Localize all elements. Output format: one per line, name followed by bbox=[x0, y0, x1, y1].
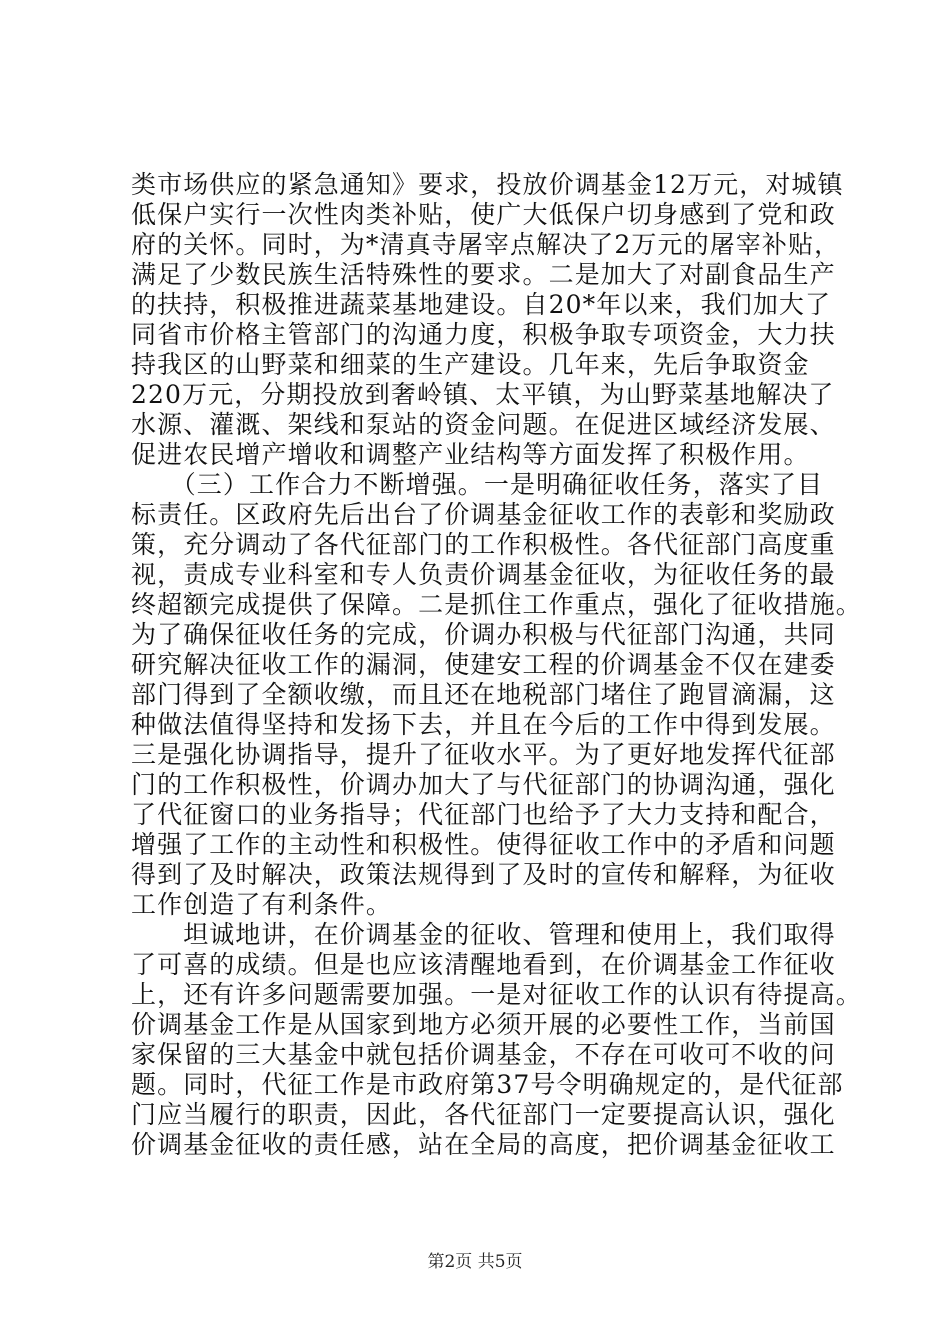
text-line: 工作创造了有利条件。 bbox=[131, 890, 393, 919]
body-text bbox=[131, 170, 862, 1160]
text-line: 种做法值得坚持和发扬下去，并且在今后的工作中得到发展。 bbox=[131, 710, 836, 739]
text-line: 增强了工作的主动性和积极性。使得征收工作中的矛盾和问题 bbox=[131, 830, 836, 859]
text-line: 坦诚地讲，在价调基金的征收、管理和使用上，我们取得 bbox=[131, 920, 836, 949]
text-line: 终超额完成提供了保障。二是抓住工作重点，强化了征收措施。 bbox=[131, 590, 862, 619]
text-line: 的扶持，积极推进蔬菜基地建设。自20*年以来，我们加大了 bbox=[131, 290, 832, 319]
text-line: 水源、灌溉、架线和泵站的资金问题。在促进区域经济发展、 bbox=[131, 410, 836, 439]
text-line: 题。同时，代征工作是市政府第37号令明确规定的，是代征部 bbox=[131, 1070, 844, 1099]
text-line: 三是强化协调指导，提升了征收水平。为了更好地发挥代征部 bbox=[131, 740, 836, 769]
text-line: 上，还有许多问题需要加强。一是对征收工作的认识有待提高。 bbox=[131, 980, 862, 1009]
text-line: 视，责成专业科室和专人负责价调基金征收，为征收任务的最 bbox=[131, 560, 836, 589]
text-line: 门的工作积极性，价调办加大了与代征部门的协调沟通，强化 bbox=[131, 770, 836, 799]
text-line: 部门得到了全额收缴，而且还在地税部门堵住了跑冒滴漏，这 bbox=[131, 680, 836, 709]
text-line: 类市场供应的紧急通知》要求，投放价调基金12万元，对城镇 bbox=[131, 170, 844, 199]
text-line: （三）工作合力不断增强。一是明确征收任务，落实了目 bbox=[131, 470, 824, 499]
text-line: 220万元，分期投放到奢岭镇、太平镇，为山野菜基地解决了 bbox=[131, 380, 835, 409]
text-line: 满足了少数民族生活特殊性的要求。二是加大了对副食品生产 bbox=[131, 260, 836, 289]
text-line: 了可喜的成绩。但是也应该清醒地看到，在价调基金工作征收 bbox=[131, 950, 836, 979]
text-line: 促进农民增产增收和调整产业结构等方面发挥了积极作用。 bbox=[131, 440, 810, 469]
text-line: 同省市价格主管部门的沟通力度，积极争取专项资金，大力扶 bbox=[131, 320, 836, 349]
text-line: 策，充分调动了各代征部门的工作积极性。各代征部门高度重 bbox=[131, 530, 836, 559]
text-line: 了代征窗口的业务指导；代征部门也给予了大力支持和配合， bbox=[131, 800, 836, 829]
text-line: 低保户实行一次性肉类补贴，使广大低保户切身感到了党和政 bbox=[131, 200, 836, 229]
text-line: 价调基金征收的责任感，站在全局的高度，把价调基金征收工 bbox=[131, 1130, 836, 1159]
text-line: 得到了及时解决，政策法规得到了及时的宣传和解释，为征收 bbox=[131, 860, 836, 889]
text-line: 价调基金工作是从国家到地方必须开展的必要性工作，当前国 bbox=[131, 1010, 836, 1039]
text-line: 府的关怀。同时，为*清真寺屠宰点解决了2万元的屠宰补贴， bbox=[131, 230, 841, 259]
text-line: 持我区的山野菜和细菜的生产建设。几年来，先后争取资金 bbox=[131, 350, 810, 379]
text-line: 门应当履行的职责，因此，各代征部门一定要提高认识，强化 bbox=[131, 1100, 836, 1129]
text-line: 研究解决征收工作的漏洞，使建安工程的价调基金不仅在建委 bbox=[131, 650, 836, 679]
text-line: 为了确保征收任务的完成，价调办积极与代征部门沟通，共同 bbox=[131, 620, 836, 649]
page-footer: 第2页 共5页 bbox=[427, 1252, 523, 1272]
text-line: 标责任。区政府先后出台了价调基金征收工作的表彰和奖励政 bbox=[131, 500, 836, 529]
text-line: 家保留的三大基金中就包括价调基金，不存在可收可不收的问 bbox=[131, 1040, 836, 1069]
